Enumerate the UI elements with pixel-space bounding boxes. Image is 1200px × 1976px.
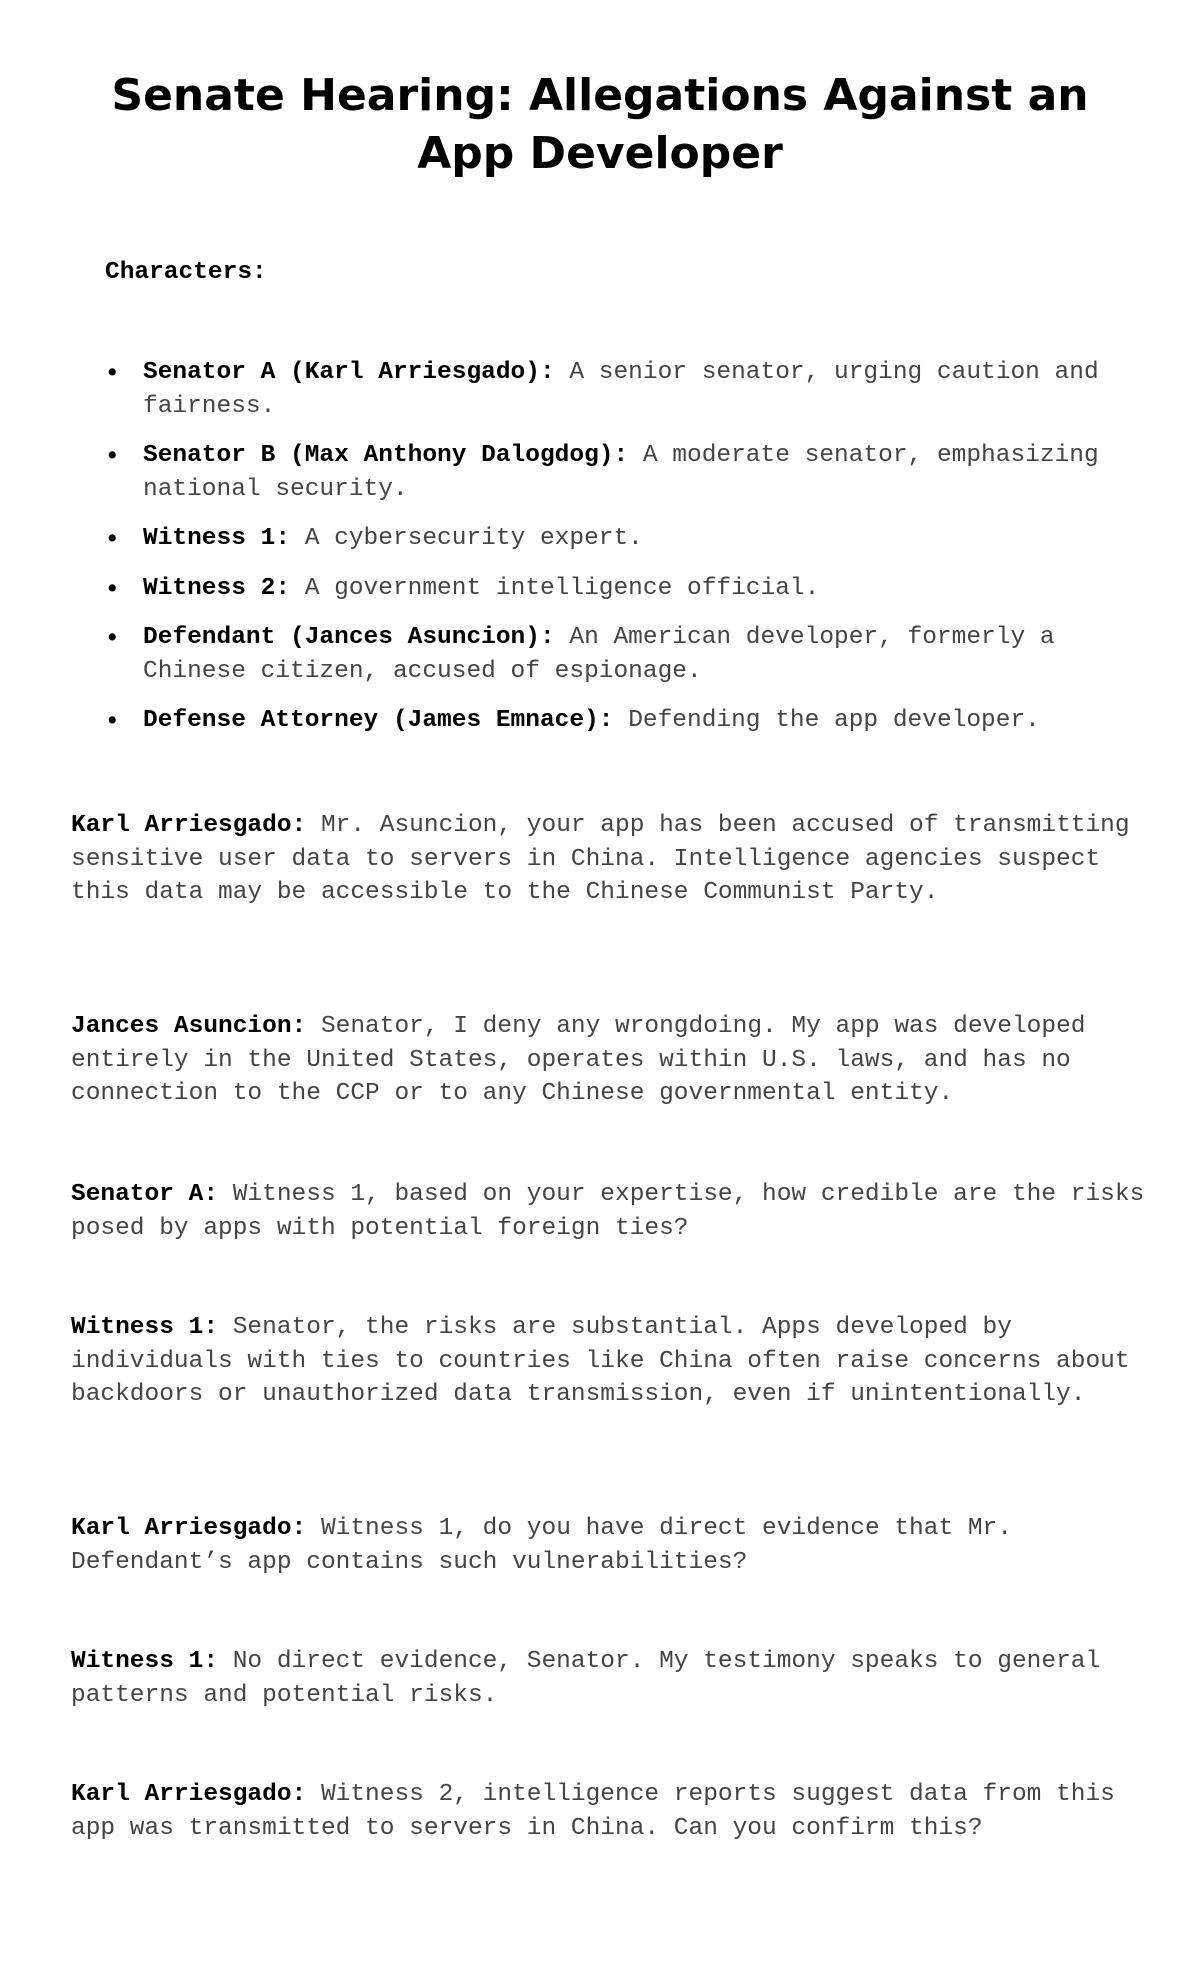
dialogue-text: Senator, I deny any wrongdoing. My app was developed entirely in the United States, operates within U.S. laws, and has no connection to the CCP or to any Chinese governmental entity.: [71, 1013, 1086, 1107]
dialogue-speaker: Karl Arriesgado:: [71, 812, 307, 839]
bullet-icon: •: [105, 441, 120, 470]
character-description: A moderate senator, emphasizing national security.: [143, 442, 1099, 503]
dialogue-text: Witness 1, do you have direct evidence that Mr. Defendant’s app contains such vulnerabilities?: [71, 1515, 1012, 1576]
dialogue-speaker: Jances Asuncion:: [71, 1013, 307, 1040]
character-item: [105, 704, 1115, 738]
character-name: Witness 2:: [143, 574, 291, 602]
dialogue-entry: [71, 1778, 1151, 1845]
dialogue-text: No direct evidence, Senator. My testimony speaks to general patterns and potential risks.: [71, 1648, 1101, 1709]
character-item: [105, 572, 1115, 606]
dialogue-speaker: Senator A:: [71, 1181, 219, 1208]
character-description: A government intelligence official.: [304, 574, 820, 602]
bullet-icon: •: [105, 573, 120, 603]
character-description: An American developer, formerly a Chinese citizen, accused of espionage.: [143, 624, 1055, 685]
dialogue-text: Mr. Asuncion, your app has been accused of transmitting sensitive user data to servers in China. Intelligence agencies suspect this data may be accessible to the Chinese Communist Party.: [71, 812, 1130, 906]
dialogue-speaker: Karl Arriesgado:: [71, 1515, 307, 1542]
bullet-icon: •: [105, 706, 120, 735]
dialogue-entry: [71, 1512, 1151, 1579]
bullet-icon: •: [105, 524, 120, 553]
dialogue-entry: [71, 1010, 1151, 1111]
bullet-icon: •: [105, 358, 120, 387]
dialogue-text: Witness 2, intelligence reports suggest data from this app was transmitted to servers in China. Can you confirm this?: [71, 1781, 1115, 1842]
dialogue-entry: [71, 1645, 1151, 1712]
dialogue-entry: [71, 1311, 1151, 1412]
character-description: A senior senator, urging caution and fairness.: [143, 359, 1099, 420]
document-title: Senate Hearing: Allegations Against an App Developer: [111, 70, 1089, 179]
dialogue-speaker: Witness 1:: [71, 1314, 219, 1341]
dialogue-speaker: Karl Arriesgado:: [71, 1781, 307, 1808]
character-item: [105, 439, 1115, 506]
character-name: Senator A (Karl Arriesgado):: [143, 359, 555, 386]
characters-list: [105, 356, 1115, 754]
dialogue-speaker: Witness 1:: [71, 1648, 219, 1675]
dialogue-entry: [71, 1178, 1151, 1245]
character-name: Defense Attorney (James Emnace):: [143, 707, 614, 734]
dialogue-entry: [71, 809, 1151, 910]
bullet-icon: •: [105, 623, 120, 652]
character-name: Defendant (Jances Asuncion):: [143, 624, 555, 651]
dialogue-text: Witness 1, based on your expertise, how credible are the risks posed by apps with potential foreign ties?: [71, 1181, 1145, 1242]
character-description: Defending the app developer.: [628, 707, 1040, 734]
character-name: Witness 1:: [143, 525, 291, 552]
characters-heading: Characters:: [105, 259, 267, 286]
character-description: A cybersecurity expert.: [304, 525, 643, 552]
character-name: Senator B (Max Anthony Dalogdog):: [143, 442, 629, 469]
dialogue-text: Senator, the risks are substantial. Apps developed by individuals with ties to countries like China often raise concerns about backdoors or unauthorized data transmission, even if unintentionally.: [71, 1314, 1130, 1408]
character-item: [105, 522, 1115, 556]
character-item: [105, 356, 1115, 423]
character-item: [105, 621, 1115, 688]
